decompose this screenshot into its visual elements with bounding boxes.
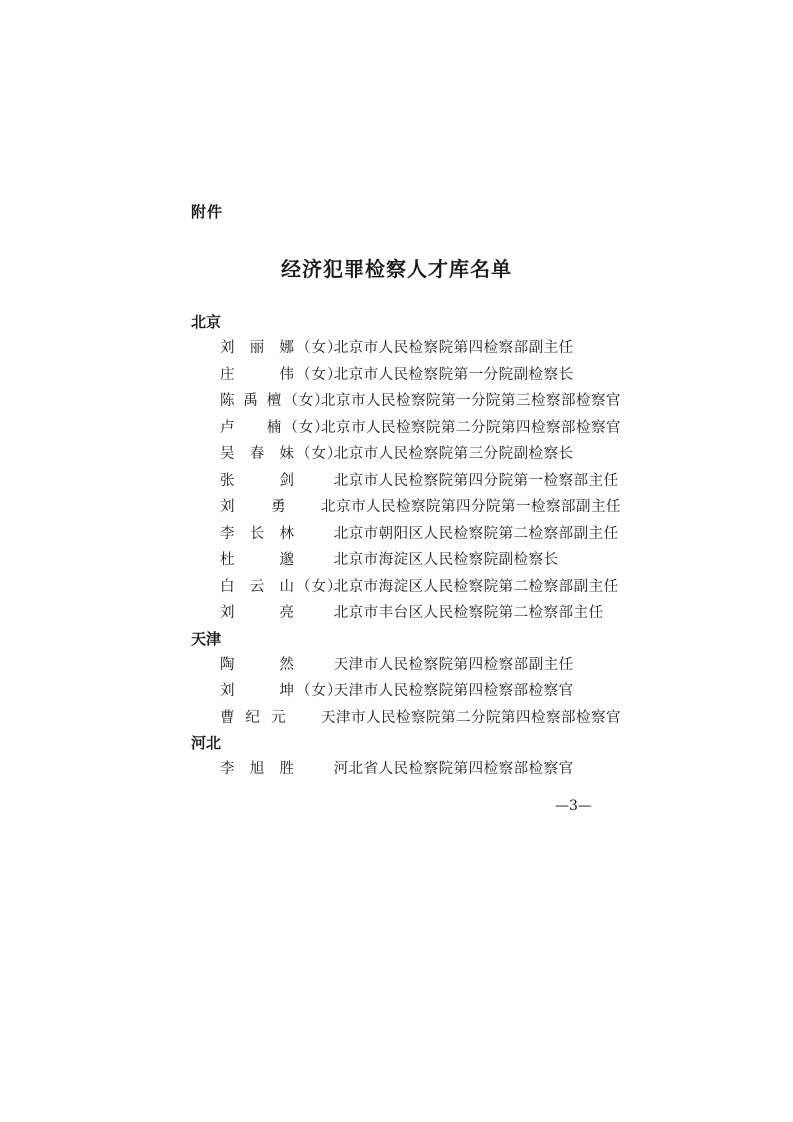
person-name: 卢 楠 bbox=[220, 419, 282, 436]
person-name: 张 剑 bbox=[220, 472, 294, 489]
person-position: 北京市人民检察院第三分院副检察长 bbox=[333, 446, 574, 462]
person-name: 杜 邈 bbox=[220, 552, 294, 568]
person-note bbox=[288, 705, 321, 732]
list-item bbox=[191, 705, 621, 732]
name-list bbox=[191, 310, 621, 783]
list-item bbox=[191, 600, 621, 627]
list-item bbox=[191, 756, 621, 783]
list-item bbox=[191, 388, 621, 415]
person-position: 北京市人民检察院第四分院第一检察部主任 bbox=[333, 472, 619, 489]
list-item bbox=[191, 335, 621, 362]
region-heading-tianjin: 天津 bbox=[191, 629, 222, 648]
list-item bbox=[191, 441, 621, 468]
region-heading-beijing: 北京 bbox=[191, 313, 222, 331]
person-name: 吴春妹 bbox=[220, 446, 294, 462]
person-note: （女） bbox=[296, 340, 343, 356]
person-note: （女） bbox=[296, 578, 343, 595]
person-position: 北京市丰台区人民检察院第二检察部主任 bbox=[333, 605, 604, 621]
list-item bbox=[191, 494, 621, 521]
person-position: 北京市人民检察院第二分院第四检察部检察官 bbox=[321, 419, 621, 436]
person-position: 天津市人民检察院第二分院第四检察部检察官 bbox=[321, 709, 621, 726]
person-name: 刘 勇 bbox=[220, 499, 286, 515]
person-note bbox=[296, 756, 334, 783]
person-name: 刘丽娜 bbox=[220, 340, 294, 356]
person-note bbox=[296, 600, 334, 627]
person-position: 北京市海淀区人民检察院副检察长 bbox=[333, 552, 559, 568]
person-name: 曹纪元 bbox=[220, 709, 286, 726]
person-name: 李旭胜 bbox=[220, 761, 294, 777]
person-note bbox=[296, 547, 334, 574]
list-item bbox=[191, 574, 621, 601]
person-note bbox=[288, 494, 321, 521]
person-position: 北京市人民检察院第四分院第一检察部副主任 bbox=[321, 499, 621, 515]
person-note bbox=[296, 521, 334, 548]
list-item bbox=[191, 521, 621, 548]
person-position: 天津市人民检察院第四检察部检察官 bbox=[333, 683, 574, 699]
person-position: 北京市人民检察院第四检察部副主任 bbox=[333, 340, 574, 356]
person-name: 刘 亮 bbox=[220, 605, 294, 621]
annex-label: 附件 bbox=[191, 203, 224, 221]
person-note bbox=[296, 652, 334, 679]
person-position: 北京市人民检察院第一分院副检察长 bbox=[333, 366, 574, 383]
region-heading-hebei: 河北 bbox=[191, 734, 222, 752]
person-name: 白云山 bbox=[220, 578, 294, 595]
person-note bbox=[296, 468, 334, 495]
person-position: 河北省人民检察院第四检察部检察官 bbox=[333, 761, 574, 777]
list-item bbox=[191, 362, 621, 389]
person-name: 陈禹檀 bbox=[220, 393, 282, 409]
list-item bbox=[191, 678, 621, 705]
person-position: 天津市人民检察院第四检察部副主任 bbox=[333, 656, 574, 673]
person-name: 刘 坤 bbox=[220, 683, 294, 699]
list-item bbox=[191, 652, 621, 679]
person-name: 庄 伟 bbox=[220, 366, 294, 383]
person-name: 陶 然 bbox=[220, 656, 294, 673]
person-note: （女） bbox=[283, 393, 330, 409]
person-position: 北京市人民检察院第一分院第三检察部检察官 bbox=[321, 393, 621, 409]
list-item bbox=[191, 468, 621, 495]
person-name: 李长林 bbox=[220, 525, 294, 542]
person-note: （女） bbox=[296, 683, 343, 699]
person-note: （女） bbox=[296, 366, 343, 383]
list-item bbox=[191, 415, 621, 442]
person-note: （女） bbox=[296, 446, 343, 462]
person-position: 北京市朝阳区人民检察院第二检察部副主任 bbox=[333, 525, 619, 542]
list-item bbox=[191, 547, 621, 574]
page-number: —3— bbox=[555, 798, 592, 814]
person-note: （女） bbox=[283, 419, 330, 436]
person-position: 北京市海淀区人民检察院第二检察部副主任 bbox=[333, 578, 619, 595]
document-title: 经济犯罪检察人才库名单 bbox=[281, 257, 512, 281]
